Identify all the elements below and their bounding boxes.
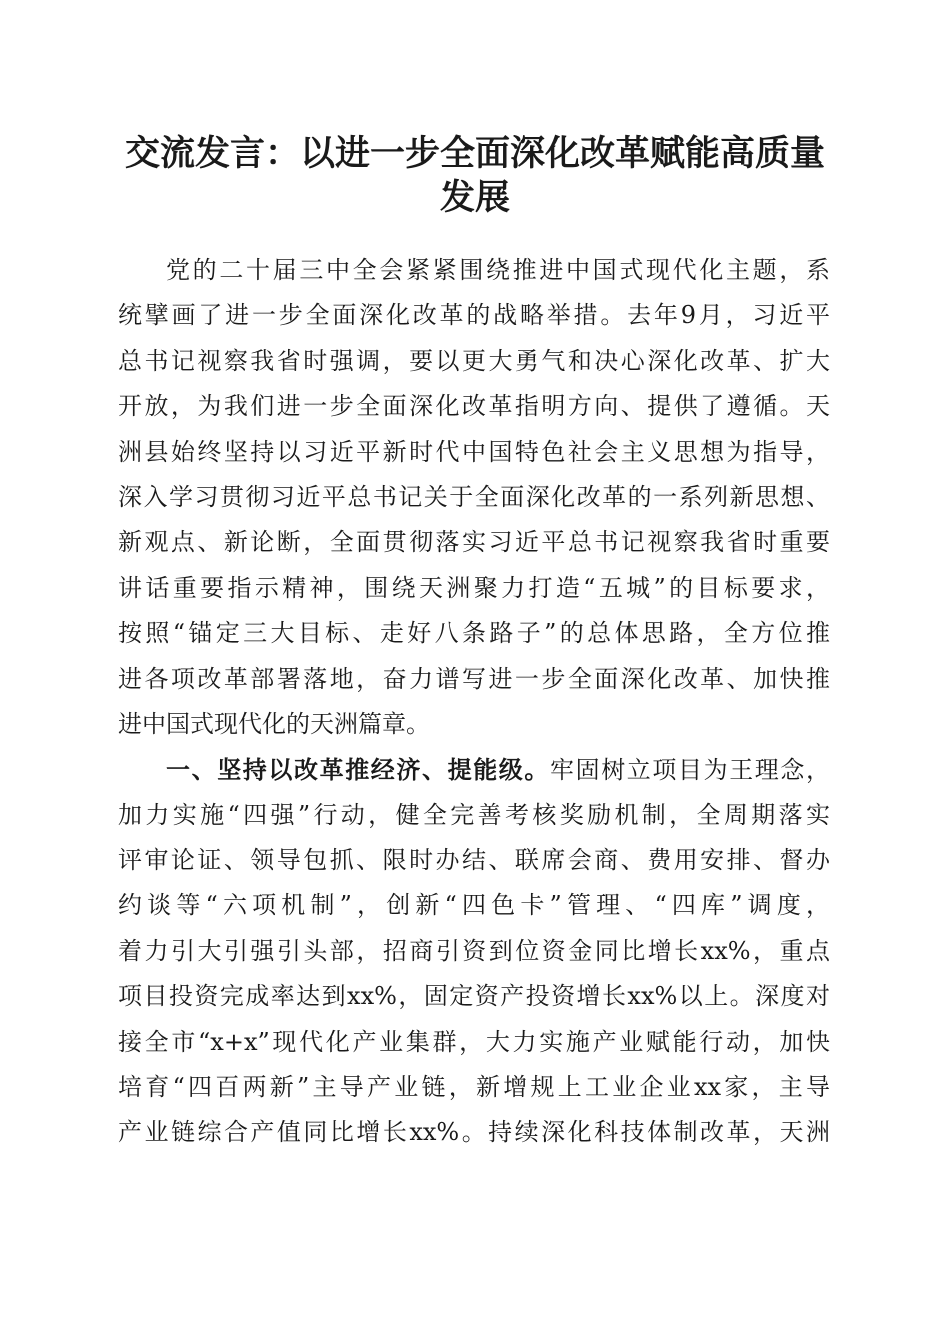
text-line: 党的二十届三中全会紧紧围绕推进中国式现代化主题，系 [166,256,830,284]
text-line: 深入学习贯彻习近平总书记关于全面深化改革的一系列新思想、 [118,482,830,511]
section-heading-rest: 牢固树立项目为王理念， [550,756,830,785]
text-line: 进各项改革部署落地，奋力谱写进一步全面深化改革、加快推 [118,664,830,693]
text-line: 按照“锚定三大目标、走好八条路子”的总体思路，全方位推 [118,619,830,648]
title-line-2: 发展 [439,177,510,218]
title-line-1: 交流发言：以进一步全面深化改革赋能高质量 [124,133,825,174]
text-line: 总书记视察我省时强调，要以更大勇气和决心深化改革、扩大 [118,346,830,375]
paragraph-intro [118,248,830,747]
text-line: 统擘画了进一步全面深化改革的战略举措。去年9月，习近平 [118,301,830,330]
document-body [118,248,830,1156]
text-line: 讲话重要指示精神，围绕天洲聚力打造“五城”的目标要求， [118,573,830,602]
section-heading: 一、坚持以改革推经济、提能级。 [166,755,550,785]
text-line: 加力实施“四强”行动，健全完善考核奖励机制，全周期落实 [118,800,830,829]
text-line: 项目投资完成率达到xx%，固定资产投资增长xx%以上。深度对 [118,982,830,1011]
text-line: 产业链综合产值同比增长xx%。持续深化科技体制改革，天洲 [118,1118,830,1147]
text-line: 培育“四百两新”主导产业链，新增规上工业企业xx家，主导 [118,1073,830,1102]
text-line: 新观点、新论断，全面贯彻落实习近平总书记视察我省时重要 [118,528,830,557]
text-line: 开放，为我们进一步全面深化改革指明方向、提供了遵循。天 [118,392,830,421]
text-line: 进中国式现代化的天洲篇章。 [118,709,430,738]
section-first-line [118,747,830,792]
text-line: 评审论证、领导包抓、限时办结、联席会商、费用安排、督办 [118,846,830,875]
text-line: 着力引大引强引头部，招商引资到位资金同比增长xx%，重点 [118,936,830,965]
text-line: 洲县始终坚持以习近平新时代中国特色社会主义思想为指导， [118,437,830,466]
text-line: 约谈等“六项机制”，创新“四色卡”管理、“四库”调度， [118,891,830,920]
document-title [100,132,850,220]
paragraph-section-1 [118,747,830,1156]
text-line: 接全市“x+x”现代化产业集群，大力实施产业赋能行动，加快 [118,1027,830,1056]
